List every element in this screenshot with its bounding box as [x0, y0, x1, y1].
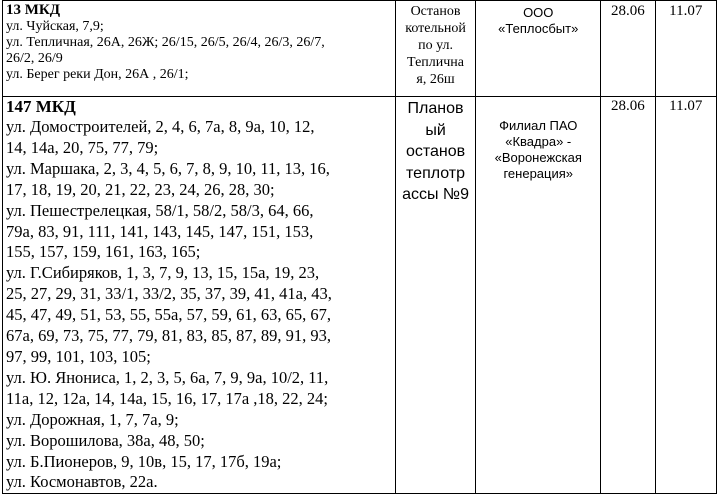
- street-line: ул. Дорожная, 1, 7, 7а, 9;: [6, 409, 179, 429]
- organization-line: «Воронежская: [494, 150, 582, 165]
- building-count: 13 МКД: [6, 2, 61, 18]
- reason-line: Останов: [410, 4, 461, 19]
- addresses-cell: [3, 97, 396, 494]
- outage-table: [2, 0, 717, 494]
- organization-line: Филиал ПАО: [499, 118, 578, 133]
- street-line: ул. Ю. Янониса, 1, 2, 3, 5, 6а, 7, 9, 9а, 10/2, 11,: [6, 367, 329, 387]
- reason-line: ассы №9: [402, 186, 469, 203]
- street-line: 11а, 12, 12а, 14, 14а, 15, 16, 17, 17а ,18, 22, 24;: [6, 388, 329, 408]
- organization-line: «Квадра» -: [505, 134, 572, 149]
- reason-cell: [395, 1, 476, 97]
- street-line: 17, 18, 19, 20, 21, 22, 23, 24, 26, 28, 30;: [6, 179, 275, 199]
- street-line: ул. Домостроителей, 2, 4, 6, 7а, 8, 9а, 10, 12,: [6, 117, 315, 136]
- street-line: ул. Б.Пионеров, 9, 10в, 15, 17, 17б, 19а;: [6, 451, 282, 471]
- street-line: 79а, 83, 91, 111, 141, 143, 145, 147, 151, 153,: [6, 221, 314, 241]
- reason-line: ый: [425, 121, 446, 139]
- street-line: ул. Пешестрелецкая, 58/1, 58/2, 58/3, 64, 66,: [6, 200, 314, 220]
- street-line: ул. Космонавтов, 22а.: [6, 472, 158, 492]
- street-line: 45, 47, 49, 51, 53, 55, 55а, 57, 59, 61, 63, 65, 67,: [6, 305, 331, 325]
- reason-line: теплотр: [406, 164, 466, 182]
- street-line: ул. Ворошилова, 38а, 48, 50;: [6, 430, 205, 450]
- organization-line: генерация»: [503, 166, 574, 181]
- organization-line: «Теплосбыт»: [498, 21, 579, 36]
- table-row: [3, 97, 717, 494]
- reason-line: по ул.: [418, 38, 453, 53]
- street-line: 25, 27, 29, 31, 33/1, 33/2, 35, 37, 39, 41, 41а, 43,: [6, 284, 332, 304]
- street-line: 67а, 69, 73, 75, 77, 79, 81, 83, 85, 87, 89, 91, 93,: [6, 326, 331, 346]
- building-count: 147 МКД: [6, 97, 76, 116]
- street-line: ул. Берег реки Дон, 26А , 26/1;: [6, 67, 189, 82]
- organization-cell: [476, 1, 601, 97]
- reason-cell: [395, 97, 476, 494]
- reason-line: Теплична: [407, 55, 464, 70]
- end-date-cell: 11.07: [655, 1, 716, 97]
- start-date-cell: 28.06: [601, 1, 655, 97]
- street-line: ул. Г.Сибиряков, 1, 3, 7, 9, 13, 15, 15а, 19, 23,: [6, 263, 320, 283]
- start-date-cell: 28.06: [601, 97, 655, 494]
- street-line: 14, 14а, 20, 75, 77, 79;: [6, 137, 159, 157]
- reason-line: останов: [405, 143, 466, 160]
- street-line: ул. Маршака, 2, 3, 4, 5, 6, 7, 8, 9, 10, 11, 13, 16,: [6, 158, 330, 178]
- street-line: 97, 99, 101, 103, 105;: [6, 346, 151, 366]
- street-line: ул. Чуйская, 7,9;: [6, 19, 104, 34]
- table-row: [3, 1, 717, 97]
- reason-line: Планов: [407, 100, 464, 117]
- street-line: 26/2, 26/9: [6, 51, 63, 66]
- reason-line: котельной: [405, 21, 466, 36]
- reason-line: я, 26ш: [416, 72, 455, 87]
- street-line: ул. Тепличная, 26А, 26Ж; 26/15, 26/5, 26/4, 26/3, 26/7,: [6, 35, 325, 50]
- end-date-cell: 11.07: [655, 97, 716, 494]
- organization-line: ООО: [523, 5, 554, 20]
- addresses-cell: [3, 1, 396, 97]
- street-line: 155, 157, 159, 161, 163, 165;: [6, 242, 201, 262]
- organization-cell: [476, 97, 601, 494]
